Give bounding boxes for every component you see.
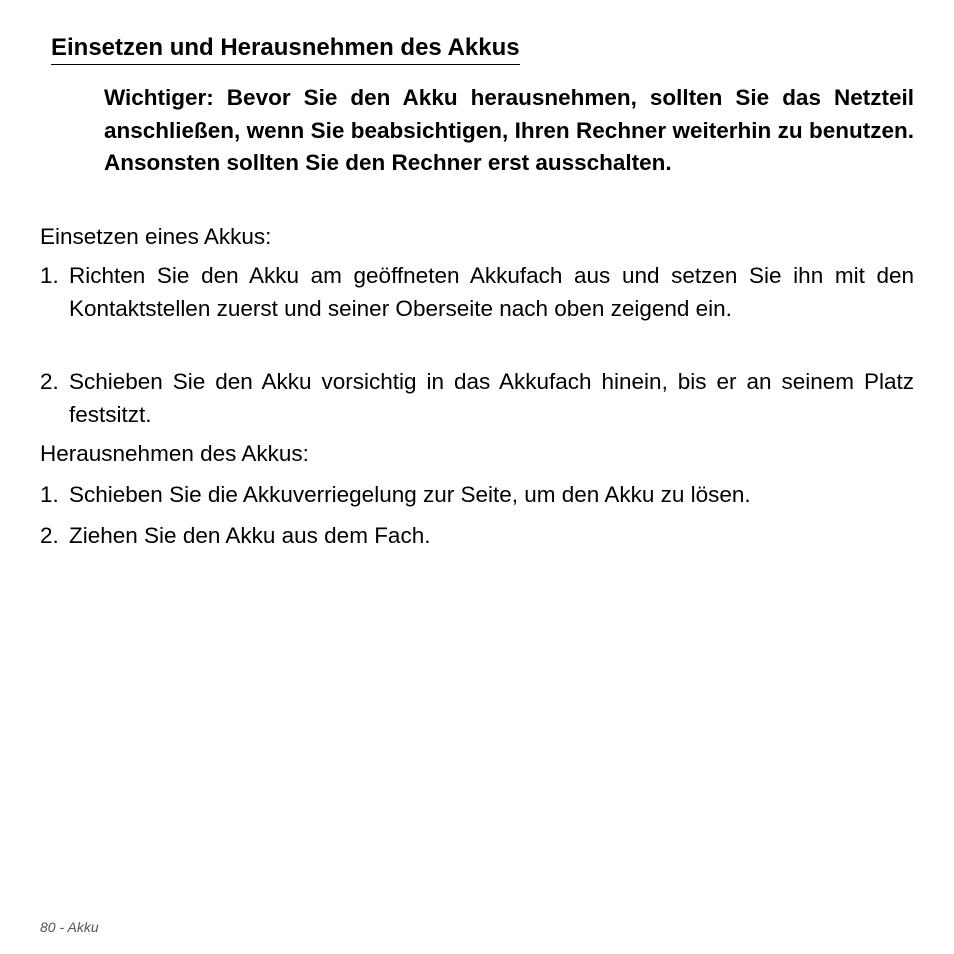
insert-step-1 xyxy=(40,260,914,325)
section-heading: Einsetzen und Herausnehmen des Akkus xyxy=(51,33,520,65)
important-note: Wichtiger: Bevor Sie den Akku herausnehmen, sollten Sie das Netzteil anschließen, wenn Sie beabsichtigen, Ihren Rechner weiterhin zu benutzen. Ansonsten sollten Sie den Rechner erst ausschalten. xyxy=(104,85,914,175)
remove-intro: Herausnehmen des Akkus: xyxy=(40,441,309,466)
remove-step-1 xyxy=(40,479,914,512)
page-footer: 80 - Akku xyxy=(40,919,99,935)
step-text: Ziehen Sie den Akku aus dem Fach. xyxy=(69,523,431,548)
step-number: 2. xyxy=(40,523,59,548)
insert-step-2 xyxy=(40,366,914,431)
remove-step-2 xyxy=(40,520,914,553)
step-number: 2. xyxy=(40,369,59,394)
step-text: Schieben Sie die Akkuverriegelung zur Seite, um den Akku zu lösen. xyxy=(69,482,751,507)
step-number: 1. xyxy=(40,482,59,507)
insert-intro: Einsetzen eines Akkus: xyxy=(40,224,272,249)
step-text: Richten Sie den Akku am geöffneten Akkufach aus und setzen Sie ihn mit den Kontaktstellen zuerst und seiner Oberseite nach oben zeigend ein. xyxy=(69,263,914,321)
step-number: 1. xyxy=(40,263,59,288)
step-text: Schieben Sie den Akku vorsichtig in das Akkufach hinein, bis er an seinem Platz festsitzt. xyxy=(69,369,914,427)
